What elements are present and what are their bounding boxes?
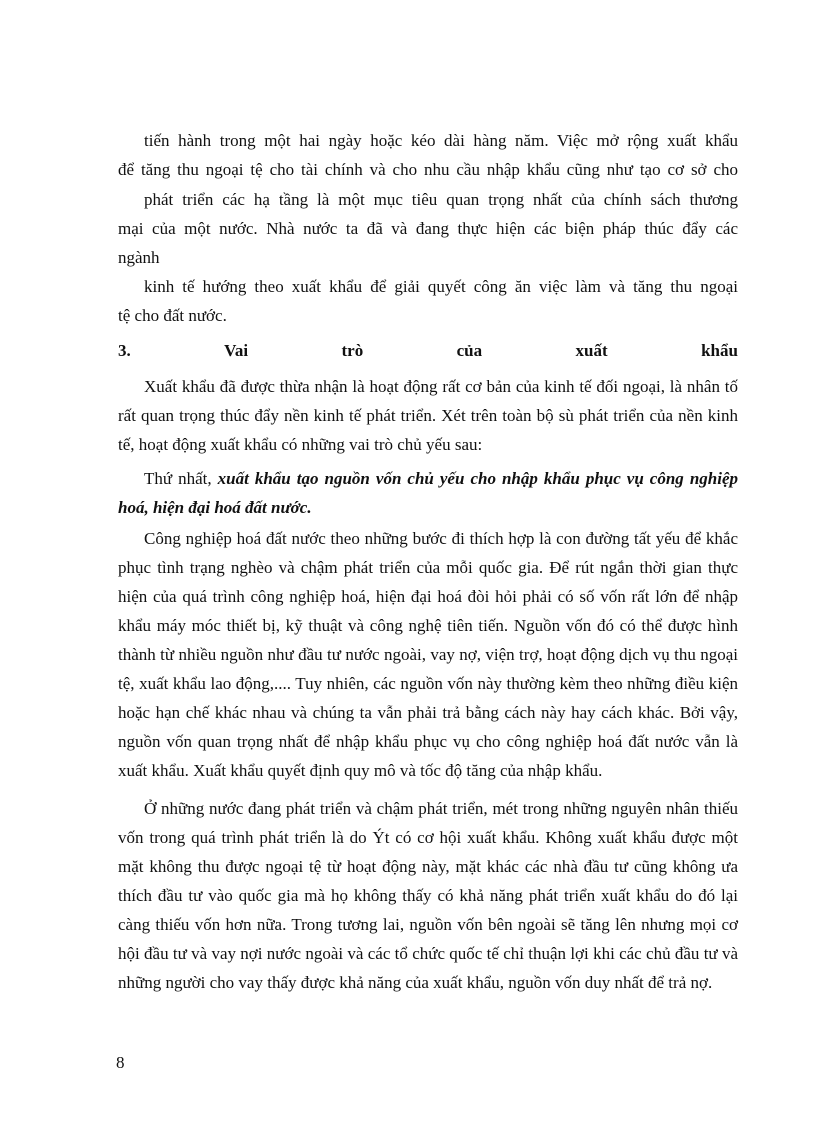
paragraph-continuation-1 bbox=[118, 126, 738, 184]
first-role-emphasis: xuất khẩu tạo nguồn vốn chủ yếu cho nhập khẩu phục vụ công nghiệp hoá, hiện đại hoá đất nước. bbox=[118, 469, 738, 517]
paragraph-first-role bbox=[118, 464, 738, 522]
text-line: tệ cho đất nước. bbox=[118, 306, 227, 325]
text-line: để tăng thu ngoại tệ cho tài chính và cho nhu cầu nhập khẩu cũng như tạo cơ sở cho bbox=[118, 160, 738, 179]
heading-word: Vai bbox=[224, 341, 249, 360]
text-line: mại của một nước. Nhà nước ta đã và đang thực hiện các biện pháp thúc đẩy các bbox=[118, 219, 738, 238]
heading-word: trò bbox=[341, 341, 364, 360]
heading-word: khẩu bbox=[701, 341, 738, 360]
paragraph-role-intro: Xuất khẩu đã được thừa nhận là hoạt động rất cơ bản của kinh tế đối ngoại, là nhân tố rất quan trọng thúc đẩy nền kinh tế phát triển. Xét trên toàn bộ sù phát triển của nền kinh tế, hoạt động xuất khẩu có những vai trò chủ yếu sau: bbox=[118, 377, 738, 454]
heading-word: của bbox=[456, 341, 483, 360]
text-line: ngành bbox=[118, 248, 160, 267]
section-heading bbox=[118, 339, 738, 363]
text-line: tiến hành trong một hai ngày hoặc kéo dài hàng năm. Việc mở rộng xuất khẩu bbox=[144, 131, 738, 150]
paragraph-continuation-3 bbox=[118, 272, 738, 330]
first-role-prefix: Thứ nhất, bbox=[144, 469, 218, 488]
text-line: kinh tế hướng theo xuất khẩu để giải quyết công ăn việc làm và tăng thu ngoại bbox=[144, 277, 738, 296]
text-line: phát triển các hạ tầng là một mục tiêu quan trọng nhất của chính sách thương bbox=[144, 190, 738, 209]
section-number: 3. bbox=[118, 341, 131, 360]
page-number: 8 bbox=[116, 1053, 125, 1072]
paragraph-industrialization: Công nghiệp hoá đất nước theo những bước đi thích hợp là con đường tất yếu để khắc phục tình trạng nghèo và chậm phát triển của mỗi quốc gia. Để rút ngắn thời gian thực hiện của quá trình công nghiệp hoá, hiện đại hoá đòi hỏi phải có số vốn rất lớn để nhập khẩu máy móc thiết bị, kỹ thuật và công nghệ tiên tiến. Nguồn vốn đó có thể được hình thành từ nhiều nguồn như đầu tư nước ngoài, vay nợ, viện trợ, hoạt động dịch vụ thu ngoại tệ, xuất khẩu lao động,.... Tuy nhiên, các nguồn vốn này thường kèm theo những điều kiện hoặc hạn chế khác nhau và chúng ta vẫn phải trả bằng cách này hay cách khác. Bởi vậy, nguồn vốn quan trọng nhất để nhập khẩu phục vụ cho công nghiệp hoá đất nước vẫn là xuất khẩu. Xuất khẩu quyết định quy mô và tốc độ tăng của nhập khẩu. bbox=[118, 529, 738, 780]
heading-word: xuất bbox=[575, 341, 608, 360]
paragraph-developing-countries: Ở những nước đang phát triển và chậm phát triển, mét trong những nguyên nhân thiếu vốn trong quá trình phát triển là do Ýt có cơ hội xuất khẩu. Không xuất khẩu được một mặt không thu được ngoại tệ từ hoạt động này, mặt khác các nhà đầu tư cũng không ưa thích đầu tư vào quốc gia mà họ không thấy có khả năng phát triển xuất khẩu do đó lại càng thiếu vốn hơn nữa. Trong tương lai, nguồn vốn bên ngoài sẽ tăng lên nhưng mọi cơ hội đầu tư và vay nợi nước ngoài và các tổ chức quốc tế chỉ thuận lợi khi các chủ đầu tư và những người cho vay thấy được khả năng của xuất khẩu, nguồn vốn duy nhất để trả nợ. bbox=[118, 799, 738, 992]
paragraph-continuation-2 bbox=[118, 185, 738, 272]
